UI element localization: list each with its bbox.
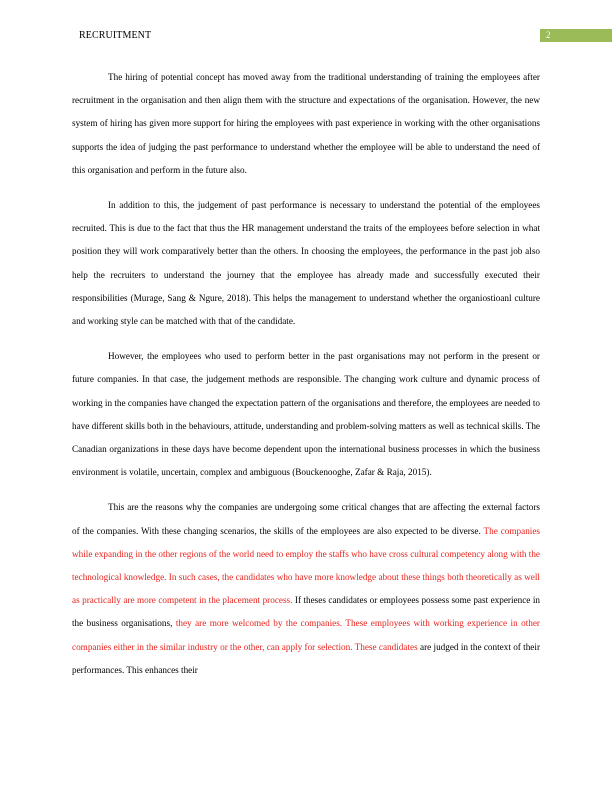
sentence-plain-2: If theses candidates or employees possess some past experience in the business organisations,	[72, 595, 540, 629]
sentence-plain-1: This are the reasons why the companies are undergoing some critical changes that are affecting the external factors of the companies. With these changing scenarios, the skills of the employees are also expected to be diverse.	[72, 502, 540, 536]
running-header-title: RECRUITMENT	[79, 30, 152, 41]
page-number-badge: 2	[540, 29, 612, 42]
highlighted-sentence-1: The companies while expanding in the other regions of the world need to employ the staffs who have cross cultural competency along with the technological knowledge. In such cases, the candidates who have more knowledge about these things both theoretically as well as practically are more competent in the placement process.	[72, 525, 540, 606]
paragraph-past-performance: In addition to this, the judgement of past performance is necessary to understand the potential of the employees recruited. This is due to the fact that thus the HR management understand the traits of the employees before selection in what position they will work comparatively better than the others. In choosing the employees, the performance in the past job also help the recruiters to understand the journey that the employee has already made and successfully executed their responsibilities (Murage, Sang & Ngure, 2018). This helps the management to understand whether the organiostioanl culture and working style can be matched with that of the candidate.	[72, 200, 540, 327]
highlighted-sentence-2: they are more welcomed by the companies. These employees with working experience in other companies either in the similar industry or the other, can apply for selection. These candidates	[72, 618, 540, 652]
document-body	[72, 66, 540, 694]
paragraph-critical-changes	[72, 496, 540, 682]
sentence-plain-3: are judged in the context of their performances. This enhances their	[72, 641, 540, 675]
paragraph-changing-work-culture: However, the employees who used to perform better in the past organisations may not perform in the present or future companies. In that case, the judgement methods are responsible. The changing work culture and dynamic process of working in the companies have changed the expectation pattern of the organisations and therefore, the employees are needed to have different skills both in the behaviours, attitude, understanding and problem-solving matters as well as technical skills. The Canadian organizations in these days have become dependent upon the international business processes in which the business environment is volatile, uncertain, complex and ambiguous (Bouckenooghe, Zafar & Raja, 2015).	[72, 351, 540, 478]
paragraph-hiring-concept: The hiring of potential concept has moved away from the traditional understanding of training the employees after recruitment in the organisation and then align them with the structure and expectations of the organisation. However, the new system of hiring has given more support for hiring the employees with past experience in working with the other organisations supports the idea of judging the past performance to understand whether the employee will be able to understand the need of this organisation and perform in the future also.	[72, 72, 540, 175]
